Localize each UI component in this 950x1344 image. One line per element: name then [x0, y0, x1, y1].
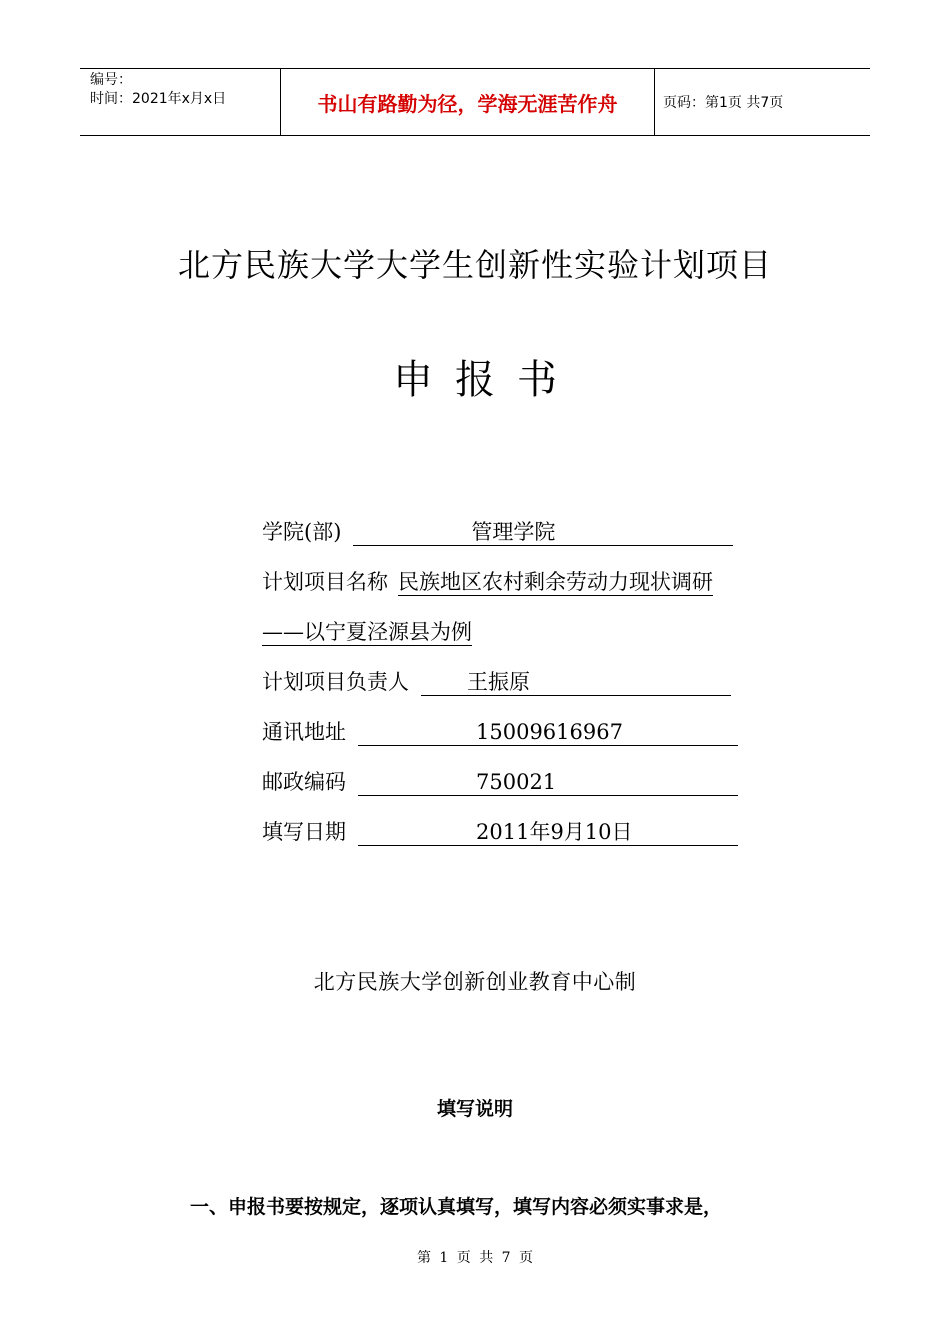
- project-name-value-line-1: 民族地区农村剩余劳动力现状调研: [398, 570, 713, 594]
- form-row-project-name-cont: [262, 616, 472, 646]
- address-field: [358, 719, 738, 746]
- date-label: 填写日期: [262, 820, 346, 844]
- form-row-postcode: [262, 766, 738, 796]
- header-meta-cell: [80, 69, 281, 135]
- project-name-label: 计划项目名称: [262, 570, 388, 594]
- college-value: 管理学院: [471, 520, 556, 544]
- date-field: [358, 819, 738, 846]
- issuing-organization: 北方民族大学创新创业教育中心制: [313, 970, 637, 994]
- document-time-label: 时间：2021年x月x日: [90, 91, 227, 107]
- document-number-label: 编号：: [90, 72, 132, 88]
- postcode-value: 750021: [476, 770, 557, 794]
- leader-field: [421, 669, 731, 696]
- page-footer: 第 1 页 共 7 页: [416, 1250, 534, 1266]
- college-field: [353, 519, 733, 546]
- leader-label: 计划项目负责人: [262, 670, 409, 694]
- college-label: 学院(部): [262, 520, 342, 544]
- document-header: [80, 68, 870, 136]
- postcode-field: [358, 769, 738, 796]
- form-row-address: [262, 716, 738, 746]
- form-row-college: [262, 516, 733, 546]
- header-page-number: 页码：第1页 共7页: [663, 95, 784, 111]
- form-row-date: [262, 816, 738, 846]
- document-title: 北方民族大学大学生创新性实验计划项目: [177, 246, 772, 284]
- header-motto: 书山有路勤为径，学海无涯苦作舟: [281, 69, 655, 135]
- document-subtitle: 申报书: [393, 357, 579, 403]
- form-row-project-name: [262, 566, 713, 596]
- project-name-value-line-2: ——以宁夏泾源县为例: [262, 620, 472, 644]
- date-value: 2011年9月10日: [476, 820, 633, 844]
- address-value: 15009616967: [476, 720, 623, 744]
- instructions-title: 填写说明: [436, 1098, 513, 1120]
- address-label: 通讯地址: [262, 720, 346, 744]
- form-row-leader: [262, 666, 731, 696]
- leader-value: 王振原: [467, 670, 530, 694]
- instruction-item-1: 一、申报书要按规定，逐项认真填写，填写内容必须实事求是，: [190, 1196, 723, 1218]
- postcode-label: 邮政编码: [262, 770, 346, 794]
